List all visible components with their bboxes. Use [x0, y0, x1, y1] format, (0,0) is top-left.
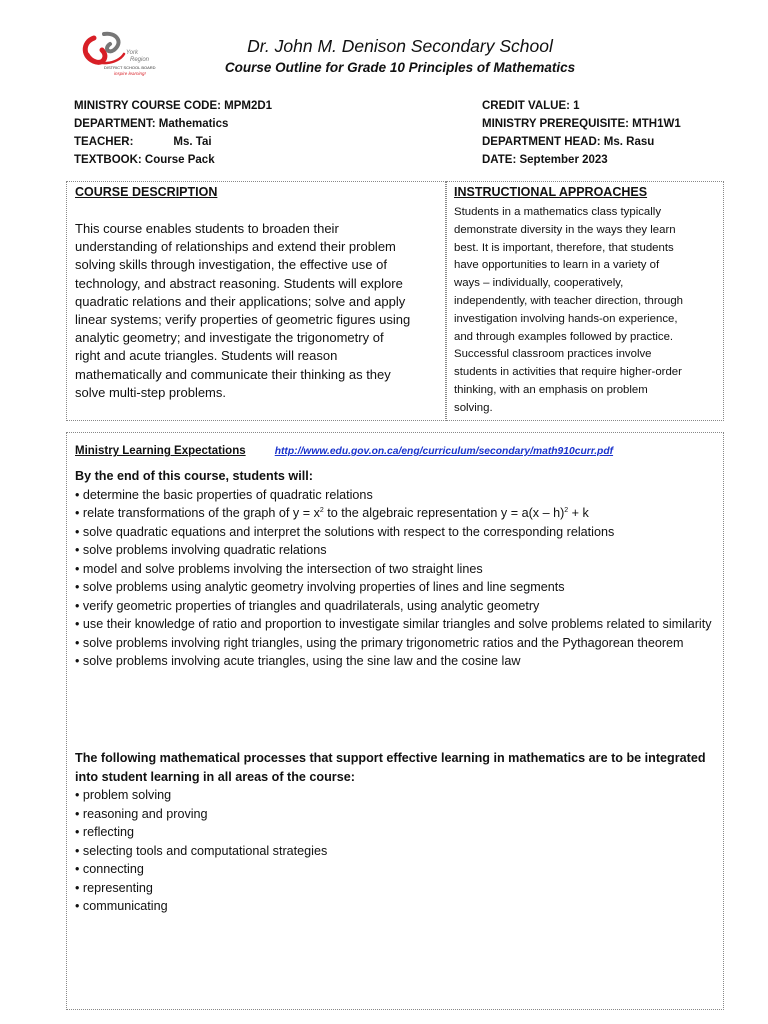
approach-line: best. It is important, therefore, that students: [454, 241, 674, 254]
list-item: • representing: [75, 879, 720, 898]
description-line: analytic geometry; and investigate the trigonometry of: [75, 330, 384, 346]
expectations-lead: By the end of this course, students will:: [75, 469, 313, 483]
teacher-label: TEACHER:: [74, 136, 134, 148]
curriculum-link[interactable]: http://www.edu.gov.on.ca/eng/curriculum/secondary/math910curr.pdf: [274, 446, 614, 457]
approach-line: investigation involving hands-on experience,: [454, 312, 678, 325]
list-item: • model and solve problems involving the intersection of two straight lines: [75, 560, 720, 579]
list-item: • verify geometric properties of triangles and quadrilaterals, using analytic geometry: [75, 597, 720, 616]
course-description-heading: COURSE DESCRIPTION: [75, 185, 218, 199]
list-item: • solve problems using analytic geometry involving properties of lines and line segments: [75, 578, 720, 597]
school-name: Dr. John M. Denison Secondary School: [247, 36, 553, 56]
logo-text-region: Region: [130, 57, 150, 63]
description-line: quadratic relations and their applications; solve and apply: [75, 293, 406, 309]
instructional-approaches-text: [454, 204, 722, 418]
list-item: • solve problems involving acute triangles, using the sine law and the cosine law: [75, 652, 720, 671]
processes-list: [75, 786, 720, 916]
course-info-right: [482, 97, 681, 169]
list-item: • problem solving: [75, 786, 720, 805]
list-item: • determine the basic properties of quadratic relations: [75, 486, 720, 505]
logo-tagline: inspire learning!: [114, 71, 146, 76]
list-item: • use their knowledge of ratio and proportion to investigate similar triangles and solve problems related to similarity: [75, 615, 720, 634]
credit-value-row: CREDIT VALUE: 1: [482, 100, 580, 112]
course-description-text: [75, 220, 437, 402]
description-line: solve multi-step problems.: [75, 384, 226, 400]
expectations-header: [75, 439, 613, 458]
learning-expectations-box: [66, 432, 724, 1010]
approach-line: independently, with teacher direction, through: [454, 294, 684, 307]
description-line: technology, and abstract reasoning. Students will explore: [75, 275, 403, 291]
description-line: This course enables students to broaden their: [75, 221, 339, 236]
department-row: DEPARTMENT: Mathematics: [74, 118, 229, 130]
date-row: DATE: September 2023: [482, 154, 608, 166]
approach-line: ways – individually, cooperatively,: [454, 277, 624, 290]
prerequisite-row: MINISTRY PREREQUISITE: MTH1W1: [482, 118, 681, 130]
textbook-row: TEXTBOOK: Course Pack: [74, 154, 215, 166]
description-line: understanding of relationships and extend their problem: [75, 239, 396, 255]
course-code-row: [74, 97, 272, 115]
expectations-heading: Ministry Learning Expectations: [75, 445, 246, 457]
list-item-transformations: • relate transformations of the graph of $y = x^2$ to the algebraic representation y = a(x – h)$^2$ + k: [75, 504, 720, 523]
course-info-left: [74, 97, 272, 169]
teacher-value: Ms. Tai: [173, 136, 212, 148]
list-item: • solve problems involving right triangles, using the primary trigonometric ratios and the Pythagorean theorem: [75, 634, 720, 653]
list-item: • reasoning and proving: [75, 805, 720, 824]
logo-text-board: DISTRICT SCHOOL BOARD: [104, 65, 156, 70]
approach-line: demonstrate diversity in the ways they learn: [454, 223, 676, 236]
description-line: linear systems; verify properties of geometric figures using: [75, 312, 411, 328]
list-item: • selecting tools and computational strategies: [75, 842, 720, 861]
course-description-box: [66, 181, 446, 421]
processes-lead: The following mathematical processes that support effective learning in mathematics are to be integrated into student learning in all areas of the course:: [75, 751, 706, 784]
school-board-logo: [74, 28, 174, 82]
description-line: solving skills through investigation, the effective use of: [75, 257, 387, 273]
processes-list-block: [75, 749, 720, 916]
list-item: • solve quadratic equations and interpret the solutions with respect to the corresponding relations: [75, 523, 720, 542]
instructional-approaches-box: [446, 181, 724, 421]
approach-line: Students in a mathematics class typically: [454, 206, 662, 218]
teacher-row: [74, 133, 272, 151]
course-title: Course Outline for Grade 10 Principles of Mathematics: [224, 60, 576, 75]
description-line: mathematically and communicate their thinking as they: [75, 366, 391, 382]
approach-line: thinking, with an emphasis on problem: [454, 383, 648, 396]
list-item: • solve problems involving quadratic relations: [75, 541, 720, 560]
expectations-list: [75, 486, 720, 671]
approach-line: and through examples followed by practice.: [454, 330, 674, 343]
approach-line: have opportunities to learn in a variety of: [454, 259, 660, 272]
expectations-list-block: [75, 467, 720, 671]
approach-line: students in activities that require higher-order: [454, 366, 682, 379]
description-line: right and acute triangles. Students will reason: [75, 348, 338, 364]
course-code-label: MINISTRY COURSE CODE:: [74, 100, 225, 112]
approach-line: solving.: [454, 401, 493, 414]
list-item: • communicating: [75, 897, 720, 916]
department-head-row: DEPARTMENT HEAD: Ms. Rasu: [482, 136, 655, 148]
course-code-value: MPM2D1: [224, 100, 273, 112]
instructional-approaches-heading: INSTRUCTIONAL APPROACHES: [454, 185, 648, 199]
list-item: • connecting: [75, 860, 720, 879]
logo-text-york: York: [126, 50, 139, 56]
approach-line: Successful classroom practices involve: [454, 348, 652, 361]
list-item: • reflecting: [75, 823, 720, 842]
